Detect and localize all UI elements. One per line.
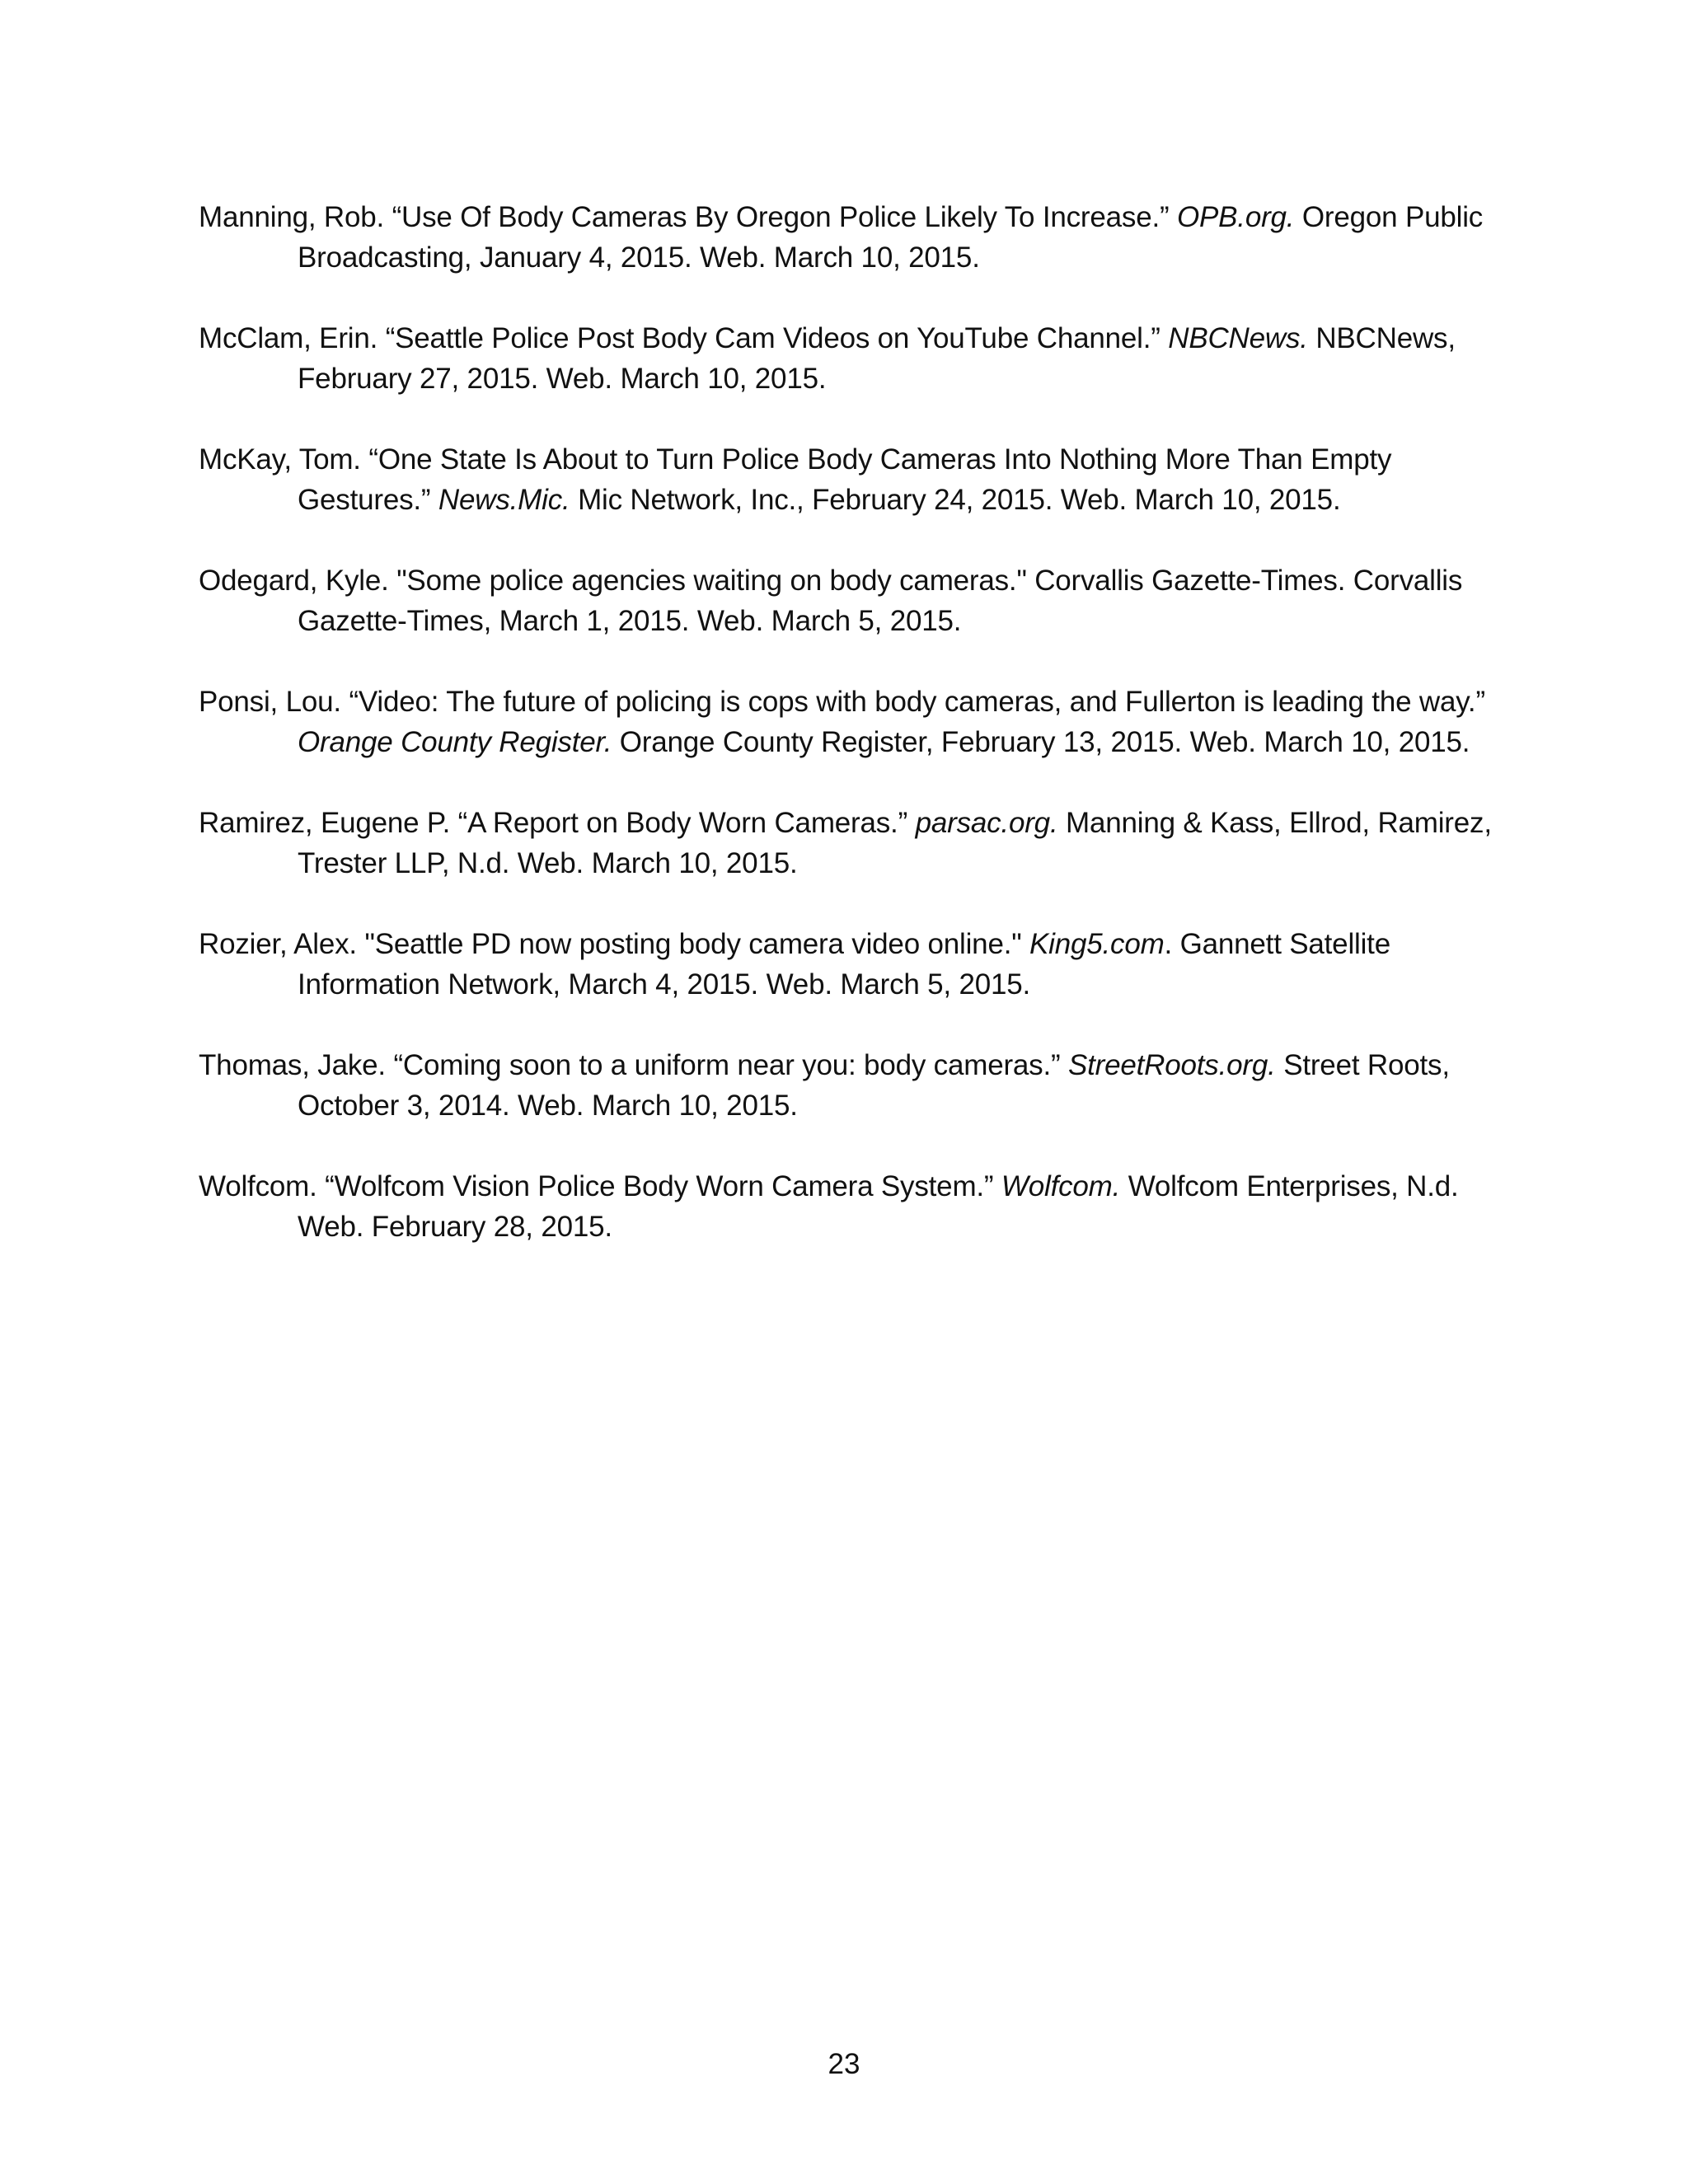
reference-container: News.Mic. xyxy=(438,484,570,516)
reference-entry xyxy=(199,924,1501,1005)
reference-entry xyxy=(199,1045,1501,1126)
reference-entry xyxy=(199,439,1501,520)
reference-publication-info: NBCNews, February 27, 2015. Web. March 10, 2015. xyxy=(298,322,1456,395)
reference-author: Manning, Rob. xyxy=(199,201,385,233)
reference-publication-info: Wolfcom Enterprises, N.d. Web. February 28, 2015. xyxy=(298,1170,1459,1243)
reference-author: Rozier, Alex. xyxy=(199,928,357,960)
reference-title: "Some police agencies waiting on body cameras." Corvallis Gazette-Times. Corvallis Gazette-Times, March 1, 2015. Web. March 5, 2015. xyxy=(298,565,1463,637)
works-cited-list xyxy=(199,197,1501,1287)
reference-title: “Coming soon to a uniform near you: body cameras.” xyxy=(393,1049,1061,1081)
reference-publication-info: Street Roots, October 3, 2014. Web. March 10, 2015. xyxy=(298,1049,1450,1122)
reference-container: StreetRoots.org. xyxy=(1068,1049,1276,1081)
reference-author: Ramirez, Eugene P. xyxy=(199,807,451,839)
page-number: 23 xyxy=(828,2048,860,2080)
reference-entry xyxy=(199,803,1501,883)
reference-author: McClam, Erin. xyxy=(199,322,378,354)
reference-container: NBCNews. xyxy=(1168,322,1308,354)
reference-author: Ponsi, Lou. xyxy=(199,686,341,718)
reference-entry xyxy=(199,197,1501,278)
reference-author: McKay, Tom. xyxy=(199,443,361,476)
reference-container: Wolfcom. xyxy=(1001,1170,1121,1202)
reference-title: “Video: The future of policing is cops with body cameras, and Fullerton is leading the way.” xyxy=(349,686,1485,718)
reference-entry xyxy=(199,682,1501,762)
reference-publication-info: . Gannett Satellite Information Network, March 4, 2015. Web. March 5, 2015. xyxy=(298,928,1390,1001)
reference-title: “Use Of Body Cameras By Oregon Police Likely To Increase.” xyxy=(392,201,1170,233)
reference-author: Wolfcom. xyxy=(199,1170,317,1202)
reference-container: Orange County Register. xyxy=(298,726,612,758)
reference-publication-info: Manning & Kass, Ellrod, Ramirez, Trester LLP, N.d. Web. March 10, 2015. xyxy=(298,807,1492,879)
reference-title: “A Report on Body Worn Cameras.” xyxy=(457,807,908,839)
reference-entry xyxy=(199,1166,1501,1247)
reference-publication-info: Orange County Register, February 13, 2015. Web. March 10, 2015. xyxy=(619,726,1470,758)
reference-container: parsac.org. xyxy=(915,807,1058,839)
reference-author: Odegard, Kyle. xyxy=(199,565,389,597)
reference-author: Thomas, Jake. xyxy=(199,1049,386,1081)
reference-entry xyxy=(199,318,1501,399)
reference-publication-info: Mic Network, Inc., February 24, 2015. Web. March 10, 2015. xyxy=(578,484,1341,516)
reference-title: “Seattle Police Post Body Cam Videos on YouTube Channel.” xyxy=(385,322,1160,354)
reference-title: “One State Is About to Turn Police Body Cameras Into Nothing More Than Empty Gestures.” xyxy=(298,443,1392,516)
reference-entry xyxy=(199,560,1501,641)
reference-title: “Wolfcom Vision Police Body Worn Camera System.” xyxy=(325,1170,994,1202)
reference-container: OPB.org. xyxy=(1176,201,1295,233)
reference-title: "Seattle PD now posting body camera video online." xyxy=(364,928,1022,960)
reference-publication-info: Oregon Public Broadcasting, January 4, 2015. Web. March 10, 2015. xyxy=(298,201,1484,274)
reference-container: King5.com xyxy=(1029,928,1165,960)
